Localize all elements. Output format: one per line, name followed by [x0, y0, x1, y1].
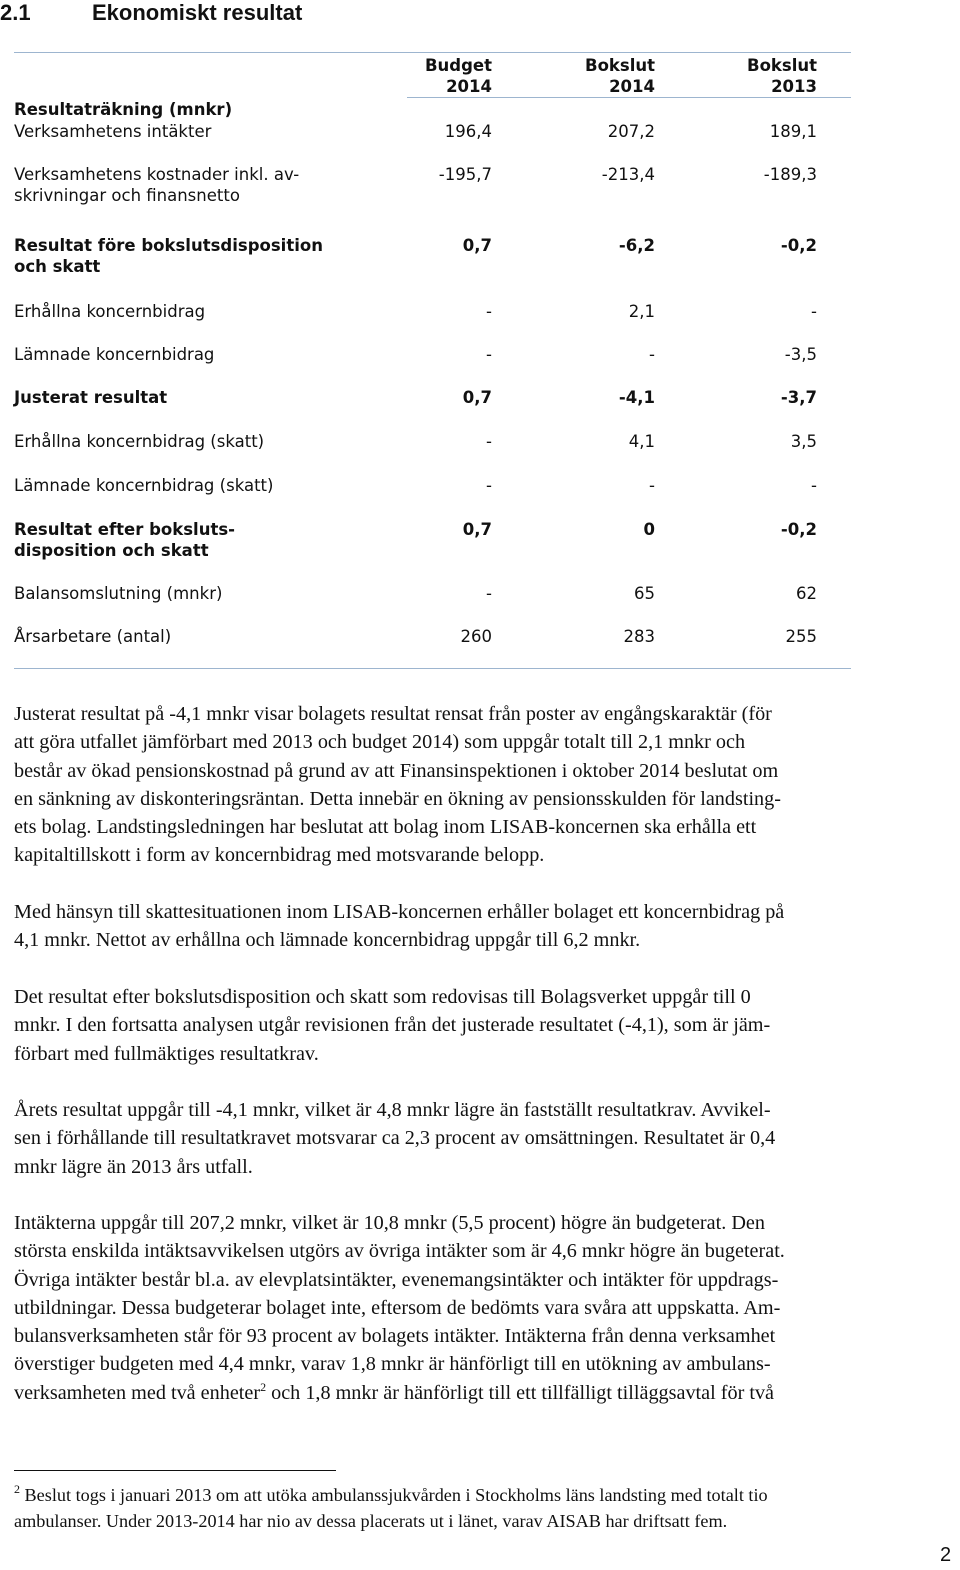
section-heading [0, 0, 302, 26]
paragraph-koncernbidrag: Med hänsyn till skattesituationen inom LISAB-koncernen erhåller bolaget ett koncernbidrag på 4,1 mnkr. Nettot av erhållna och lämnade koncernbidrag uppgår till 6,2 mnkr. [14, 901, 785, 952]
table-bottom-rule [14, 668, 851, 669]
paragraph-arets-resultat: Årets resultat uppgår till -4,1 mnkr, vilket är 4,8 mnkr lägre än fastställt resultatkrav. Avvikel- sen i förhållande till resultatkravet motsvarar ca 2,3 procent av omsättningen. Resultatet är 0,4 mnkr lägre än 2013 års utfall. [14, 1099, 776, 1178]
column-header-bokslut-2013: Bokslut 2013 [747, 56, 817, 96]
table-header-rule [407, 97, 851, 98]
section-number: 2.1 [0, 0, 31, 25]
paragraph-intakter: Intäkterna uppgår till 207,2 mnkr, vilket är 10,8 mnkr (5,5 procent) högre än budgeterat. Den största enskilda intäktsavvikelsen utgörs av övriga intäkter som är 4,6 mnkr högre än bugeterat. Övriga intäkter består bl.a. av elevplatsintäkter, evenemangsintäkter och intäkter för uppdrags- utbildningar. Dessa budgeterar bolaget inte, eftersom de bedömts vara svåra att uppskatta. Am- bulansverksamheten står för 93 procent av bolagets intäkter. Intäkterna från denna verksamhet överstiger budgeten med 4,4 mnkr, varav 1,8 mnkr är hänförligt till en utökning av ambulans- verksamheten med två enheter$^2$ och 1,8 mnkr är hänförligt till ett tillfälligt tilläggsavtal för två [14, 1209, 954, 1407]
column-header-budget-2014: Budget 2014 [424, 56, 492, 96]
paragraph-last-line: verksamheten med två enheter$^2$ och 1,8 mnkr är hänförligt till ett tillfälligt tilläggsavtal för två [14, 1379, 775, 1404]
footnote-separator [14, 1470, 336, 1471]
section-title: Ekonomiskt resultat [92, 0, 303, 25]
column-header-bokslut-2014: Bokslut 2014 [585, 56, 655, 96]
paragraph-bolagsverket: Det resultat efter bokslutsdisposition och skatt som redovisas till Bolagsverket uppgår till 0 mnkr. I den fortsatta analysen utgår revisionen från det justerade resultatet (-4,1), som är jäm- förbart med fullmäktiges resultatkrav. [14, 986, 771, 1065]
footnote-reference[interactable]: 2 [260, 1379, 267, 1394]
paragraph-justerat-resultat: Justerat resultat på -4,1 mnkr visar bolagets resultat rensat från poster av engångskaraktär (för att göra utfallet jämförbart med 2013 och budget 2014) som uppgår totalt till 2,1 mnkr och består av ökad pensionskostnad på grund av att Finansinspektionen i oktober 2014 beslutat om en sänkning av diskonteringsräntan. Detta innebär en ökning av pensionsskulden för landsting- ets bolag. Landstingsledningen har beslutat att bolag inom LISAB-koncernen ska erhålla ett kapitaltillskott i form av koncernbidrag med motsvarande belopp. [14, 703, 781, 867]
footnote: $^2$ Beslut togs i januari 2013 om att utöka ambulanssjukvården i Stockholms läns landsting med totalt tio ambulanser. Under 2013-2014 har nio av dessa placerats ut i länet, varav AISAB har driftsatt fem. [14, 1482, 768, 1531]
table-top-rule [14, 52, 851, 53]
page-number: 2 [940, 1544, 952, 1566]
footnote-mark: 2 [14, 1482, 20, 1496]
